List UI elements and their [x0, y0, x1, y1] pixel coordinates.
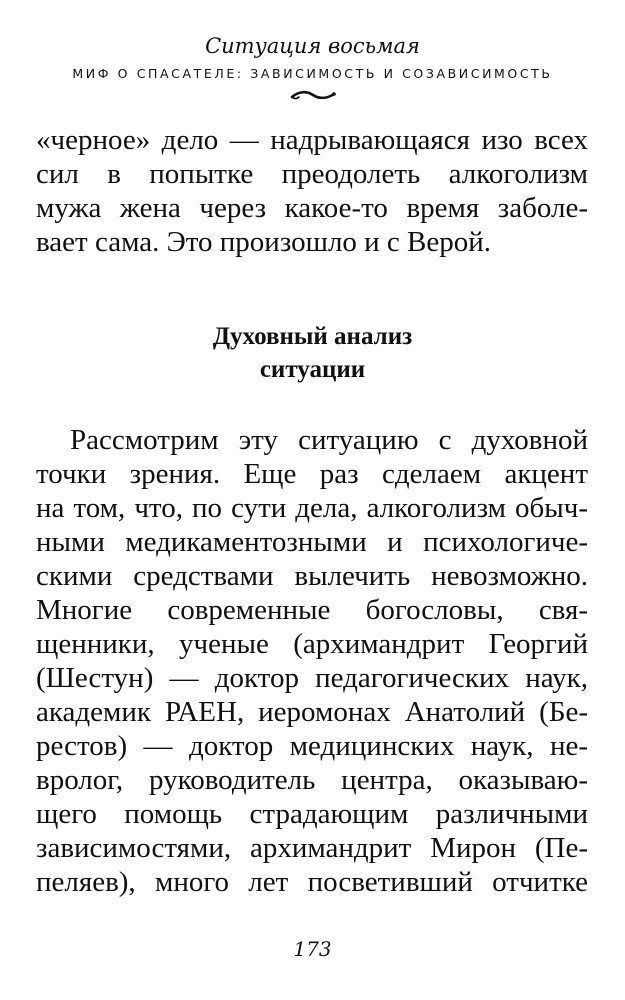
text-line: щего помощь страдающим различными — [36, 798, 588, 830]
text-line: зависимостями, архимандрит Мирон (Пе- — [36, 832, 588, 864]
swash-ornament-icon — [289, 88, 337, 102]
chapter-subtitle: МИФ О СПАСАТЕЛЕ: ЗАВИСИМОСТЬ И СОЗАВИСИМОСТЬ — [72, 66, 553, 81]
text-line: академик РАЕН, иеромонах Анатолий (Бе- — [36, 696, 588, 728]
section-heading-line: Духовный анализ — [212, 323, 413, 350]
text-line: «черное» дело — надрывающаяся изо всех — [36, 124, 588, 156]
section-heading — [0, 320, 625, 386]
text-line: пеляев), много лет посветивший отчитке — [36, 866, 588, 898]
running-head — [0, 32, 625, 102]
text-line: на том, что, по сути дела, алкоголизм обыч- — [36, 492, 588, 524]
text-line: точки зрения. Еще раз сделаем акцент — [36, 458, 588, 490]
paragraph-body — [36, 423, 588, 899]
paragraph-continuation — [36, 123, 588, 259]
text-line: вролог, руководитель центра, оказываю- — [36, 764, 588, 796]
text-line: вает сама. Это произошло и с Верой. — [36, 226, 492, 258]
text-line: (Шестун) — доктор педагогических наук, — [36, 662, 588, 694]
text-line: ными медикаментозными и психологиче- — [36, 526, 588, 558]
text-line: щенники, ученые (архимандрит Георгий — [36, 628, 588, 660]
text-line: сил в попытке преодолеть алкоголизм — [36, 158, 588, 190]
chapter-title: Ситуация восьмая — [205, 34, 420, 58]
section-heading-line: ситуации — [259, 356, 366, 383]
text-line: рестов) — доктор медицинских наук, не- — [36, 730, 588, 762]
text-line: Многие современные богословы, свя- — [36, 594, 588, 626]
text-line: скими средствами вылечить невозможно. — [36, 560, 588, 592]
page-number: 173 — [293, 937, 332, 961]
text-line: Рассмотрим эту ситуацию с духовной — [70, 424, 588, 456]
text-line: мужа жена через какое-то время заболе- — [36, 192, 588, 224]
